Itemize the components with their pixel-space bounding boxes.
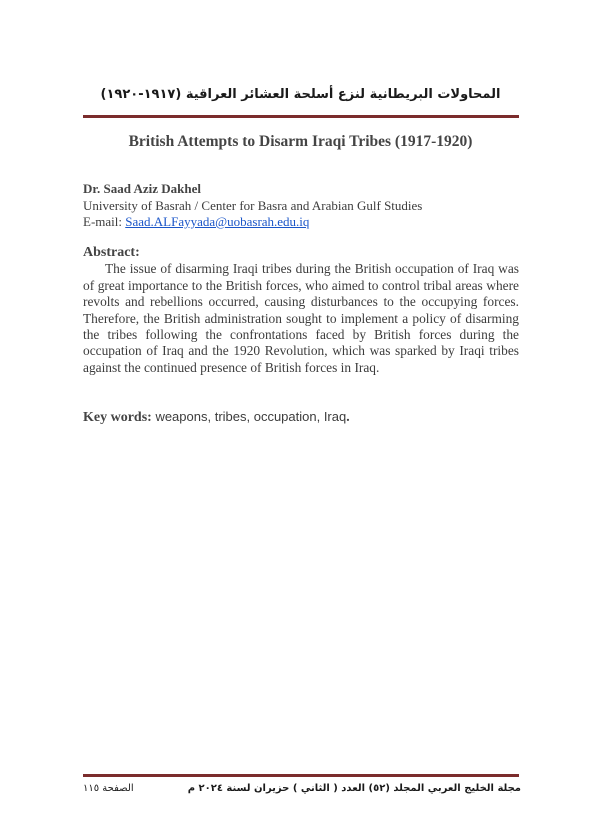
author-email-line xyxy=(83,214,523,231)
author-name: Dr. Saad Aziz Dakhel xyxy=(83,181,201,196)
email-link[interactable]: Saad.ALFayyada@uobasrah.edu.iq xyxy=(125,214,310,229)
keywords-label: Key words: xyxy=(83,410,152,425)
abstract-section xyxy=(83,245,519,376)
author-block xyxy=(83,181,523,231)
abstract-label: Abstract: xyxy=(83,245,140,260)
footer-rule xyxy=(83,774,519,777)
author-affiliation: University of Basrah / Center for Basra and Arabian Gulf Studies xyxy=(83,197,423,213)
footer-page-number: الصفحة ١١٥ xyxy=(83,783,134,794)
footer-journal-info: مجلة الخليج العربي المجلد (٥٢) العدد ( الثاني ) حزيران لسنة ٢٠٢٤ م xyxy=(187,783,521,794)
abstract-text: The issue of disarming Iraqi tribes during the British occupation of Iraq was of great importance to the British forces, who aimed to control tribal areas where revolts and rebellions occurred, causing disturbances to the occupying forces. Therefore, the British administration sought to implement a policy of disarming the tribes following the confrontations faced by British forces during the occupation of Iraq and the 1920 Revolution, which was sparked by Iraqi tribes against the continued presence of British forces in Iraq. xyxy=(83,261,519,375)
email-label: E-mail: xyxy=(83,214,126,229)
keywords-end: . xyxy=(346,409,350,424)
keywords-line xyxy=(83,409,523,426)
article-title: British Attempts to Disarm Iraqi Tribes (1917-1920) xyxy=(128,133,473,150)
running-header-arabic: المحاولات البريطانية لنزع أسلحة العشائر العراقية (١٩١٧-١٩٢٠) xyxy=(100,87,501,102)
keywords-values: weapons, tribes, occupation, Iraq xyxy=(151,409,347,424)
header-rule xyxy=(83,115,519,118)
